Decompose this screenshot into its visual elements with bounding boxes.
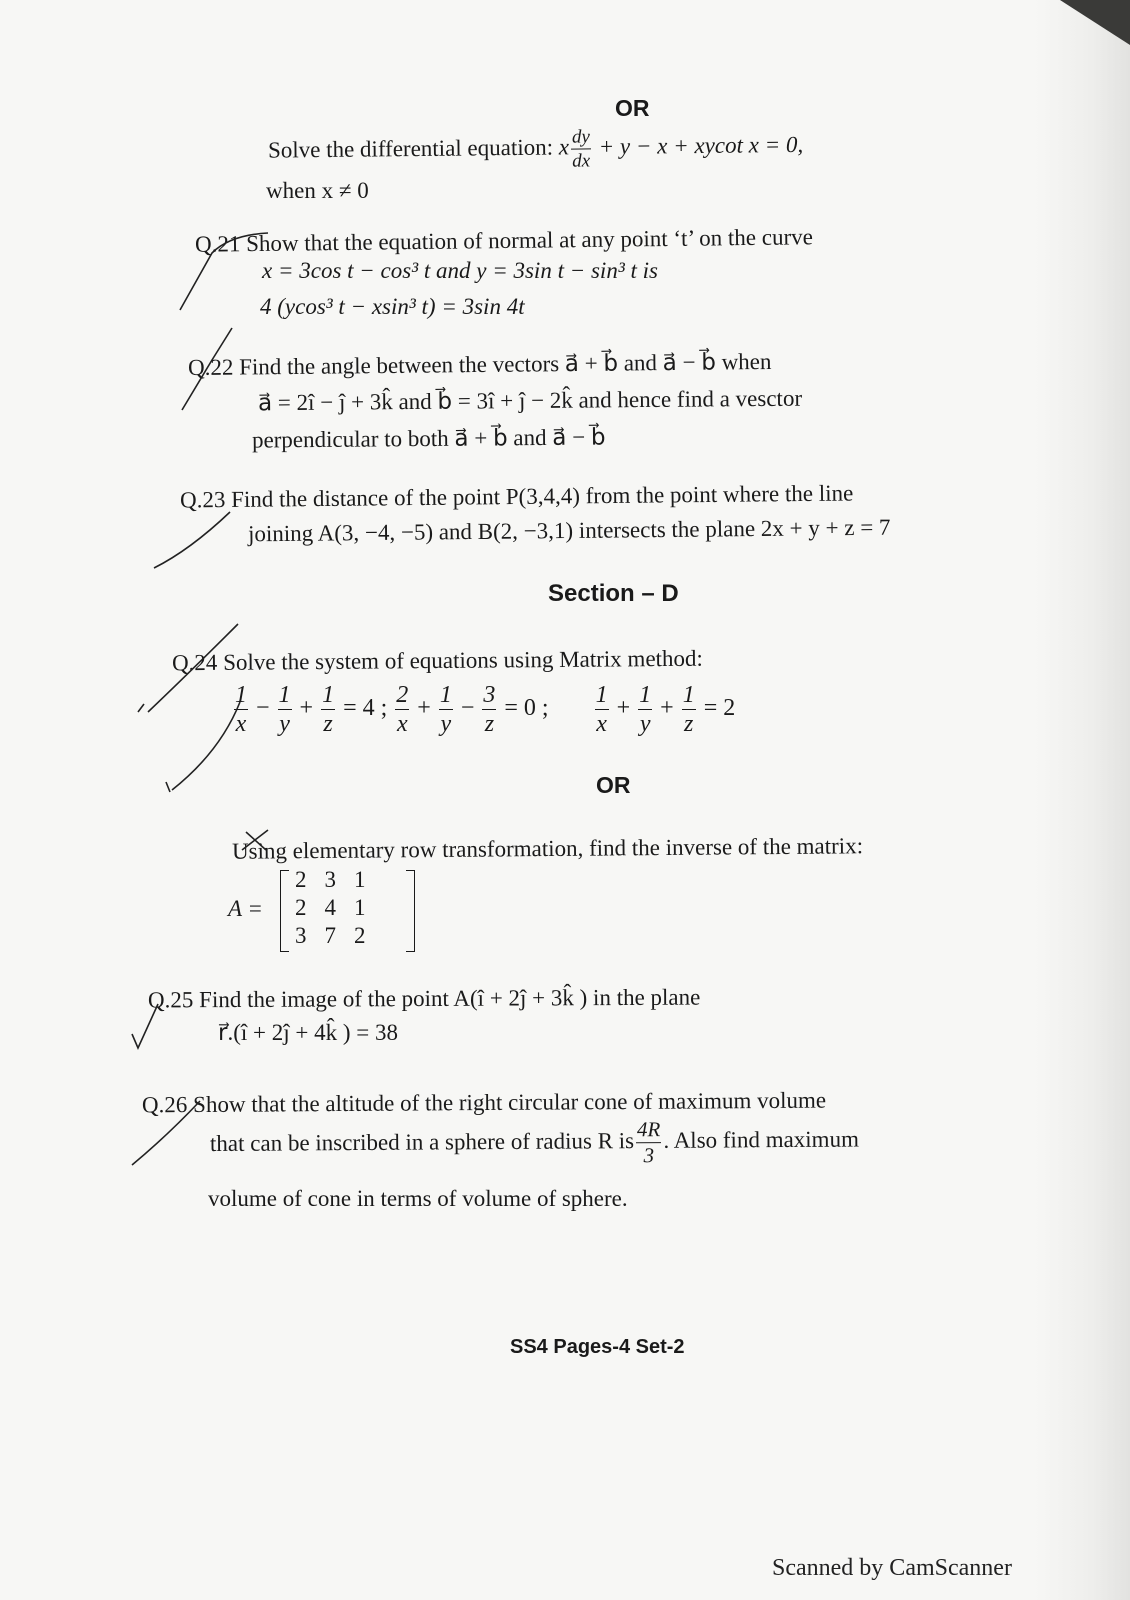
eq2-rhs: = 0 ;: [504, 695, 549, 722]
q21-line1: Show that the equation of normal at any point ‘t’ on the curve: [245, 224, 814, 257]
matrix-cell: 7: [324, 923, 336, 948]
q23-line2: joining A(3, −4, −5) and B(2, −3,1) intersects the plane 2x + y + z = 7: [247, 514, 891, 547]
q24-line1: Solve the system of equations using Matrix method:: [223, 645, 703, 675]
q26-number: Q.26: [141, 1092, 188, 1118]
matrix-cell: 2: [295, 867, 307, 892]
page-footer: SS4 Pages-4 Set-2: [510, 1336, 685, 1358]
matrix-cell: 2: [295, 895, 307, 920]
q21-line2: x = 3cos t − cos³ t and y = 3sin t − sin³ t is: [262, 258, 658, 283]
handwritten-tick-mark: [128, 990, 188, 1060]
matrix-cell: 3: [324, 867, 336, 892]
q26-line2-b: . Also find maximum: [663, 1126, 860, 1153]
dy-dx-fraction: $\frac{dy}{dx}$: [571, 126, 591, 172]
frac-2-x: $\frac{2}{x}$: [396, 682, 409, 737]
question-23: [180, 480, 854, 513]
frac-1-y: $\frac{1}{y}$: [639, 682, 652, 737]
frac-1-x: $\frac{1}{x}$: [595, 682, 608, 737]
four-r-over-three-fraction: $\frac{4R}{3}$: [636, 1117, 661, 1168]
q24-number: Q.24: [171, 649, 218, 676]
or-heading-2: OR: [596, 772, 631, 798]
q26-line2: [210, 1118, 859, 1170]
q22-line3: perpendicular to both a⃗ + b⃗ and a⃗ − b⃗: [251, 424, 606, 453]
frac-1-y: $\frac{1}{y}$: [278, 682, 291, 737]
op-minus: −: [460, 695, 475, 722]
handwritten-tick-mark: [170, 320, 250, 420]
q22-number: Q.22: [187, 354, 234, 381]
question-25: [148, 985, 700, 1014]
q26-line3: volume of cone in terms of volume of sphere.: [208, 1186, 628, 1211]
q21-line3: 4 (ycos³ t − xsin³ t) = 3sin 4t: [260, 294, 525, 319]
q26-line1: Show that the altitude of the right circular cone of maximum volume: [193, 1087, 827, 1118]
frac-1-y: $\frac{1}{y}$: [439, 682, 452, 737]
q23-number: Q.23: [179, 487, 226, 513]
matrix-cell: 1: [354, 867, 366, 892]
q20-condition: when x ≠ 0: [266, 178, 369, 203]
handwritten-tick-mark: [128, 1095, 208, 1175]
question-26: [142, 1088, 826, 1119]
eq3-rhs: = 2: [703, 695, 736, 722]
frac-1-z: $\frac{1}{z}$: [322, 682, 335, 737]
op-plus: +: [299, 695, 314, 722]
camscanner-watermark: Scanned by CamScanner: [772, 1555, 1012, 1581]
matrix-a: [280, 866, 415, 956]
section-d-heading: Section – D: [548, 580, 679, 607]
q22-line2: a⃗ = 2î − ĵ + 3k̂ and b⃗ = 3î + ĵ − 2k̂ and hence find a vesctor: [257, 385, 803, 416]
matrix-left-bracket: [280, 870, 289, 952]
q25-line1: Find the image of the point A(î + 2ĵ + 3k̂ ) in the plane: [199, 984, 701, 1013]
q23-line1: Find the distance of the point P(3,4,4) from the point where the line: [231, 480, 854, 512]
question-22: [188, 349, 772, 381]
matrix-cell: 1: [354, 895, 366, 920]
op-plus: +: [616, 695, 631, 722]
matrix-lhs: A =: [228, 896, 263, 921]
q20-prefix: Solve the differential equation:: [267, 134, 554, 163]
matrix-cell: 4: [324, 895, 336, 920]
question-21: [195, 224, 813, 258]
op-plus: +: [660, 695, 674, 722]
handwritten-tick-mark: [150, 490, 240, 580]
frac-1-z: $\frac{1}{z}$: [682, 682, 695, 737]
q20-equation: + y − x + xycot x = 0,: [598, 131, 804, 160]
handwritten-tick-mark: [150, 225, 270, 315]
or-heading: OR: [615, 95, 650, 121]
q24-alt-line1: Using elementary row transformation, find the inverse of the matrix:: [231, 833, 864, 864]
q24-equations: [232, 683, 735, 736]
frac-3-z: $\frac{3}{z}$: [483, 682, 496, 737]
handwritten-tick-mark: [130, 612, 250, 802]
q20-x: x: [558, 134, 570, 160]
op-minus: −: [256, 695, 270, 722]
matrix-right-bracket: [406, 870, 415, 952]
matrix-cell: 2: [354, 923, 366, 948]
q21-number: Q.21: [194, 231, 241, 257]
question-24: [172, 646, 703, 677]
q26-line2-a: that can be inscribed in a sphere of radius R is: [209, 1128, 635, 1157]
q22-line1: Find the angle between the vectors a⃗ + b⃗ and a⃗ − b⃗ when: [239, 348, 772, 380]
eq1-rhs: = 4 ;: [343, 695, 388, 722]
page-edge-shadow: [1035, 0, 1130, 1600]
op-plus: +: [417, 695, 431, 722]
handwritten-cross-mark: [238, 826, 278, 856]
question-20-alt: [268, 125, 804, 174]
matrix-cell: 3: [295, 923, 307, 948]
q25-line2: r⃗.(î + 2ĵ + 4k̂ ) = 38: [218, 1020, 398, 1045]
q25-number: Q.25: [147, 987, 194, 1013]
frac-1-x: $\frac{1}{x}$: [235, 682, 247, 737]
